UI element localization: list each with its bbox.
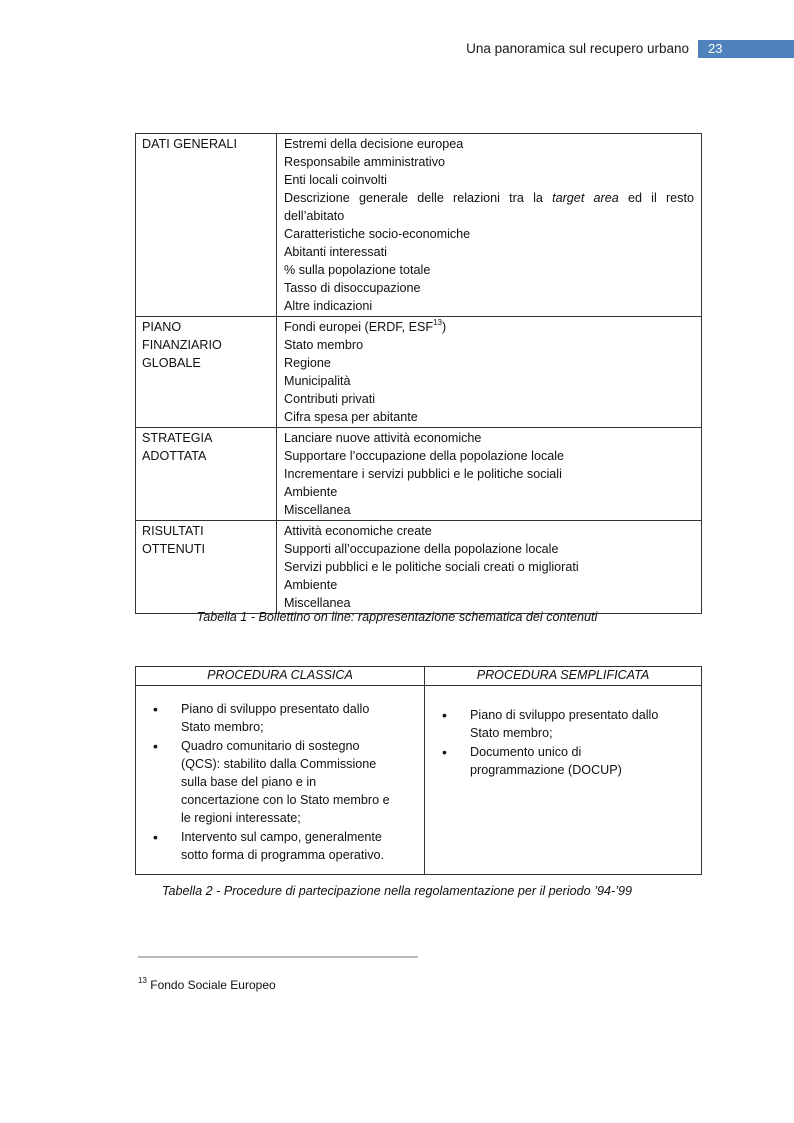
row-label: DATI GENERALI [136, 134, 277, 317]
row-label: STRATEGIA ADOTTATA [136, 428, 277, 521]
row-label: RISULTATI OTTENUTI [136, 521, 277, 614]
table2-caption: Tabella 2 - Procedure di partecipazione nella regolamentazione per il periodo ’94-’99 [162, 884, 632, 898]
list-item: Stato membro [284, 338, 364, 352]
list-item: Fondi europei (ERDF, ESF$^{13}$) [284, 318, 447, 334]
list-item: • Quadro comunitario di sostegno (QCS): stabilito dalla Commissione sulla base del piano e in concertazione con lo Stato membro e le regioni interessate; [153, 738, 390, 825]
contents-table [135, 133, 702, 614]
list-item: Ambiente [284, 485, 338, 499]
list-item: % sulla popolazione totale [284, 263, 431, 277]
list-item: Servizi pubblici e le politiche sociali creati o migliorati [284, 560, 579, 574]
table-row [136, 428, 702, 521]
footnote [138, 978, 276, 992]
list-item: • Piano di sviluppo presentato dallo Stato membro; [153, 701, 370, 734]
row-content [277, 428, 702, 521]
list-item: Supportare l’occupazione della popolazione locale [284, 449, 565, 463]
list-item: Responsabile amministrativo [284, 155, 445, 169]
list-item: Contributi privati [284, 392, 375, 406]
semplificata-list [425, 706, 701, 779]
page-number: 23 [698, 40, 794, 58]
list-item: Regione [284, 356, 331, 370]
list-item: Descrizione generale delle relazioni tra la target area ed il resto dell’abitato [284, 191, 694, 223]
table-row [136, 686, 702, 875]
table-row [136, 317, 702, 428]
column-header-semplificata: PROCEDURA SEMPLIFICATA [425, 667, 702, 686]
footnote-number: 13 [138, 976, 147, 985]
column-header-classica: PROCEDURA CLASSICA [136, 667, 425, 686]
page-header [0, 38, 794, 58]
footnote-ref[interactable]: 13 [433, 318, 442, 327]
bullet-icon: • [153, 829, 158, 845]
running-title: Una panoramica sul recupero urbano [466, 41, 689, 56]
list-item: Estremi della decisione europea [284, 137, 464, 151]
classica-list [136, 700, 424, 864]
footnote-text: Fondo Sociale Europeo [150, 978, 276, 992]
table-row [136, 134, 702, 317]
list-item: Incrementare i servizi pubblici e le politiche sociali [284, 467, 562, 481]
list-item: Enti locali coinvolti [284, 173, 387, 187]
list-item: Cifra spesa per abitante [284, 410, 418, 424]
list-item: Miscellanea [284, 503, 351, 517]
bullet-icon: • [442, 707, 447, 723]
list-item: • Documento unico di programmazione (DOCUP) [442, 744, 622, 777]
table-header-row [136, 667, 702, 686]
list-item: Miscellanea [284, 596, 351, 610]
list-item: Abitanti interessati [284, 245, 387, 259]
list-item: Tasso di disoccupazione [284, 281, 421, 295]
row-content [277, 317, 702, 428]
row-label: PIANO FINANZIARIO GLOBALE [136, 317, 277, 428]
procedures-table [135, 666, 702, 875]
row-content [277, 521, 702, 614]
table-row [136, 521, 702, 614]
classica-cell [136, 686, 425, 875]
row-content [277, 134, 702, 317]
footnote-divider [138, 956, 418, 958]
table1-caption: Tabella 1 - Bollettino on line: rappresentazione schematica dei contenuti [196, 610, 598, 624]
list-item: Altre indicazioni [284, 299, 373, 313]
list-item: • Intervento sul campo, generalmente sotto forma di programma operativo. [153, 829, 384, 862]
bullet-icon: • [153, 738, 158, 754]
list-item: Attività economiche create [284, 524, 432, 538]
list-item: • Piano di sviluppo presentato dallo Stato membro; [442, 707, 659, 740]
bullet-icon: • [153, 701, 158, 717]
bullet-icon: • [442, 744, 447, 760]
list-item: Caratteristiche socio-economiche [284, 227, 471, 241]
list-item: Supporti all’occupazione della popolazione locale [284, 542, 559, 556]
list-item: Lanciare nuove attività economiche [284, 431, 482, 445]
list-item: Ambiente [284, 578, 338, 592]
list-item: Municipalità [284, 374, 351, 388]
semplificata-cell [425, 686, 702, 875]
